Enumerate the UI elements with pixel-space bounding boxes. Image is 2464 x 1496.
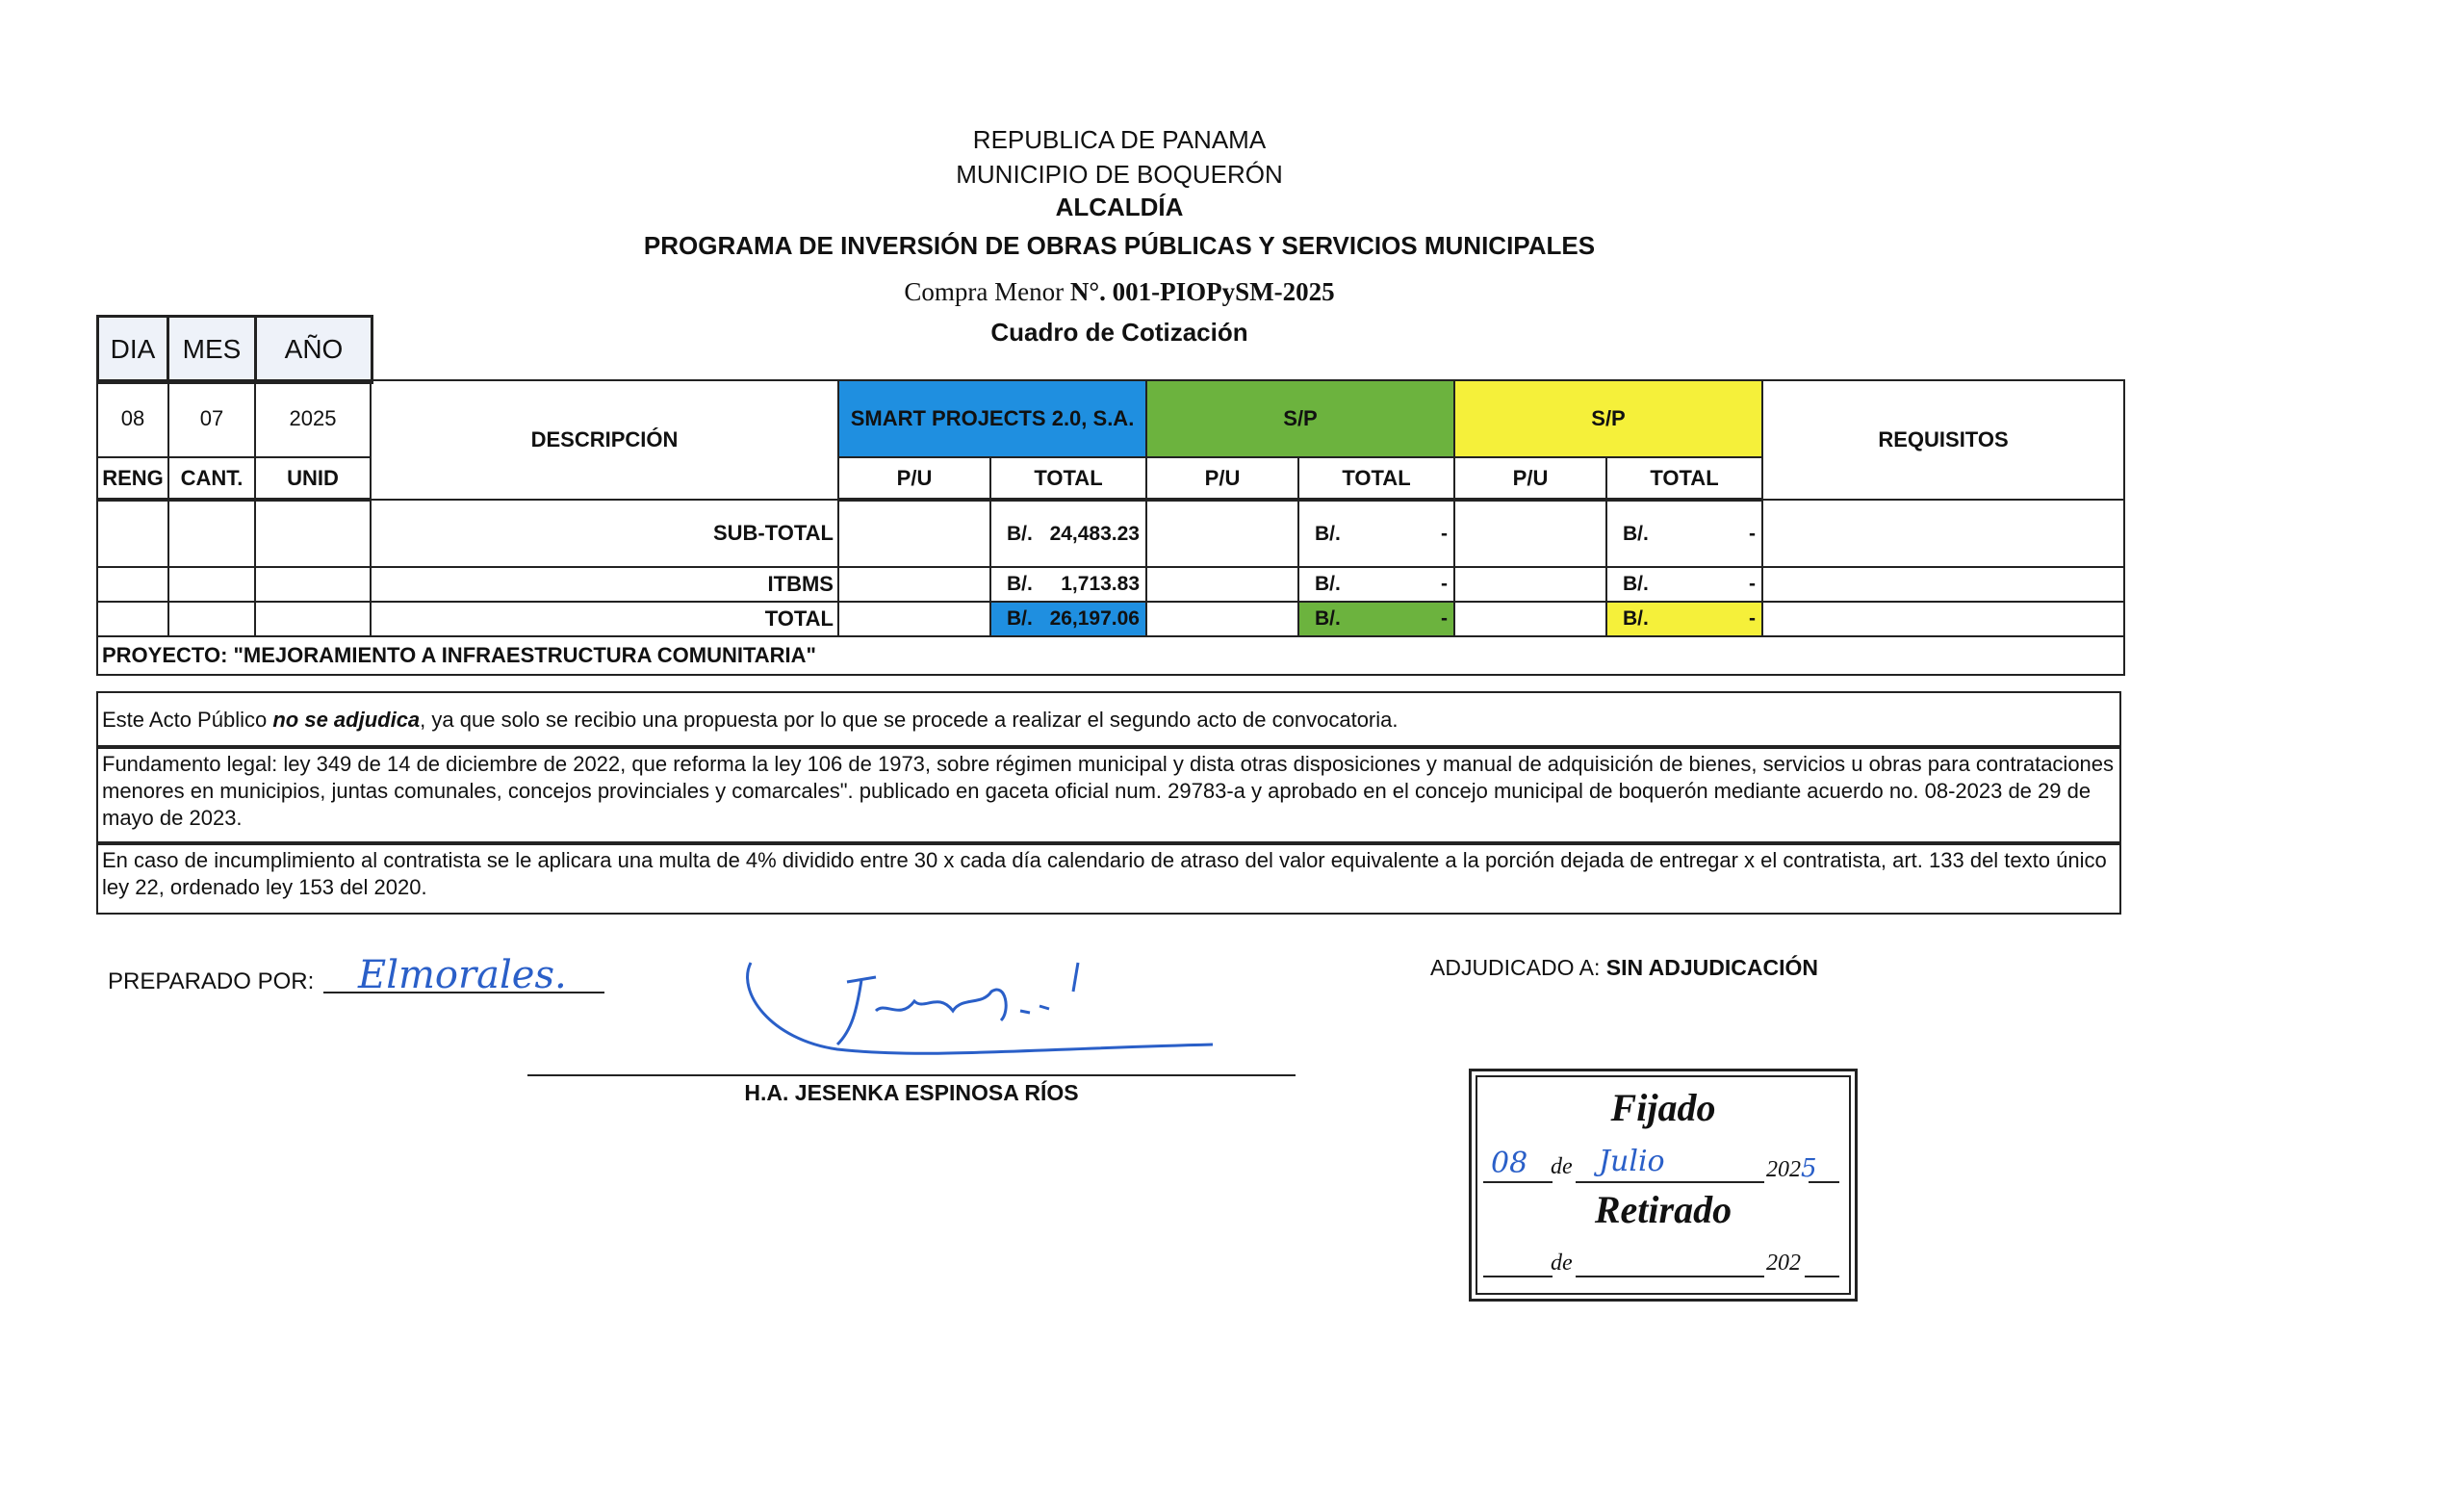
- compra-code: N°. 001-PIOPySM-2025: [1069, 277, 1335, 306]
- bidder-3-subtotal: B/. -: [1606, 500, 1762, 567]
- stamp-day-line: [1483, 1181, 1553, 1183]
- stamp-month-line-2: [1576, 1276, 1764, 1277]
- cant-header: CANT.: [168, 457, 255, 500]
- bidder-1-total: B/. 26,197.06: [990, 602, 1146, 636]
- bidder-3-total-header: TOTAL: [1606, 457, 1762, 500]
- header-country: REPUBLICA DE PANAMA: [972, 125, 1267, 154]
- bidder-3-pu-header: P/U: [1454, 457, 1606, 500]
- table-row: [97, 500, 2124, 567]
- stamp-de-2: de: [1551, 1251, 1573, 1276]
- year-header: AÑO: [256, 317, 372, 383]
- awarded-to: [1430, 955, 1818, 981]
- stamp-day-line-2: [1483, 1276, 1553, 1277]
- stamp-day: 08: [1491, 1147, 1528, 1180]
- bidder-2-pu-header: P/U: [1146, 457, 1298, 500]
- row-label: SUB-TOTAL: [371, 500, 838, 567]
- quotation-table: [96, 379, 2125, 676]
- bidder-1-itbms: B/. 1,713.83: [990, 567, 1146, 602]
- prepared-by-signature: Elmorales.: [358, 953, 567, 997]
- year-value: 2025: [255, 380, 371, 457]
- day-value: 08: [97, 380, 168, 457]
- header-municipality: MUNICIPIO DE BOQUERÓN: [956, 160, 1283, 189]
- header-program: PROGRAMA DE INVERSIÓN DE OBRAS PÚBLICAS Y SERVICIOS MUNICIPALES: [643, 231, 1596, 260]
- award-status-note: Este Acto Público no se adjudica, ya que solo se recibio una propuesta por lo que se procede a realizar el segundo acto de convocatoria.: [96, 691, 2121, 747]
- stamp-retirado: Retirado: [1594, 1188, 1732, 1231]
- bidder-3-itbms: B/. -: [1606, 567, 1762, 602]
- posting-stamp: [1469, 1069, 1858, 1302]
- requisitos-header: REQUISITOS: [1762, 380, 2124, 500]
- header-office: ALCALDÍA: [1055, 193, 1184, 221]
- date-header-table: [96, 315, 373, 384]
- bidder-3-total: B/. -: [1606, 602, 1762, 636]
- bidder-3-name: S/P: [1454, 380, 1762, 457]
- bidder-1-pu-header: P/U: [838, 457, 990, 500]
- stamp-year-1: 2025: [1766, 1154, 1817, 1183]
- table-row: [97, 567, 2124, 602]
- stamp-month-line: [1576, 1181, 1764, 1183]
- compra-number: [0, 277, 2239, 307]
- month-header: MES: [168, 317, 256, 383]
- bidder-2-subtotal: B/. -: [1298, 500, 1454, 567]
- row-label: ITBMS: [371, 567, 838, 602]
- day-header: DIA: [98, 317, 168, 383]
- awarded-to-label: ADJUDICADO A:: [1430, 955, 1601, 980]
- bidder-1-total-header: TOTAL: [990, 457, 1146, 500]
- bidder-1-name: SMART PROJECTS 2.0, S.A.: [838, 380, 1146, 457]
- row-label: TOTAL: [371, 602, 838, 636]
- official-name: H.A. JESENKA ESPINOSA RÍOS: [744, 1080, 1079, 1105]
- stamp-fijado: Fijado: [1610, 1086, 1716, 1129]
- penalty-note: En caso de incumplimiento al contratista se le aplicara una multa de 4% dividido entre 30 x cada día calendario de atraso del valor equivalente a la porción dejada de entregar x el contratista, art. 133 del texto único ley 22, ordenado ley 153 del 2020.: [96, 843, 2121, 915]
- bidder-2-itbms: B/. -: [1298, 567, 1454, 602]
- awarded-to-value: SIN ADJUDICACIÓN: [1605, 955, 1818, 980]
- stamp-year-line: [1809, 1181, 1839, 1183]
- bidder-2-name: S/P: [1146, 380, 1454, 457]
- table-row: [97, 602, 2124, 636]
- page-title: Cuadro de Cotización: [990, 318, 1248, 347]
- stamp-year-line-2: [1805, 1276, 1839, 1277]
- unid-header: UNID: [255, 457, 371, 500]
- bidder-2-total: B/. -: [1298, 602, 1454, 636]
- month-value: 07: [168, 380, 255, 457]
- prepared-by-label: PREPARADO POR:: [108, 968, 315, 994]
- compra-prefix: Compra Menor: [904, 277, 1065, 306]
- description-header: DESCRIPCIÓN: [371, 380, 838, 500]
- stamp-de-1: de: [1551, 1154, 1573, 1179]
- official-signature: [732, 953, 1213, 1069]
- project-title: PROYECTO: "MEJORAMIENTO A INFRAESTRUCTURA COMUNITARIA": [97, 636, 2124, 675]
- bidder-1-subtotal: B/. 24,483.23: [990, 500, 1146, 567]
- bidder-2-total-header: TOTAL: [1298, 457, 1454, 500]
- official-signature-line: [527, 1074, 1296, 1076]
- stamp-year-2: 202: [1766, 1251, 1801, 1276]
- stamp-month: Julio: [1599, 1145, 1665, 1178]
- legal-basis-note: Fundamento legal: ley 349 de 14 de diciembre de 2022, que reforma la ley 106 de 1973, sobre régimen municipal y dista otras disposiciones y manual de adquisición de bienes, servicios u obras para contrataciones menores en municipios, juntas comunales, concejos provinciales y comarcales". publicado en gaceta oficial num. 29783-a y aprobado en el concejo municipal de boquerón mediante acuerdo no. 08-2023 de 29 de mayo de 2023.: [96, 747, 2121, 843]
- reng-header: RENG: [97, 457, 168, 500]
